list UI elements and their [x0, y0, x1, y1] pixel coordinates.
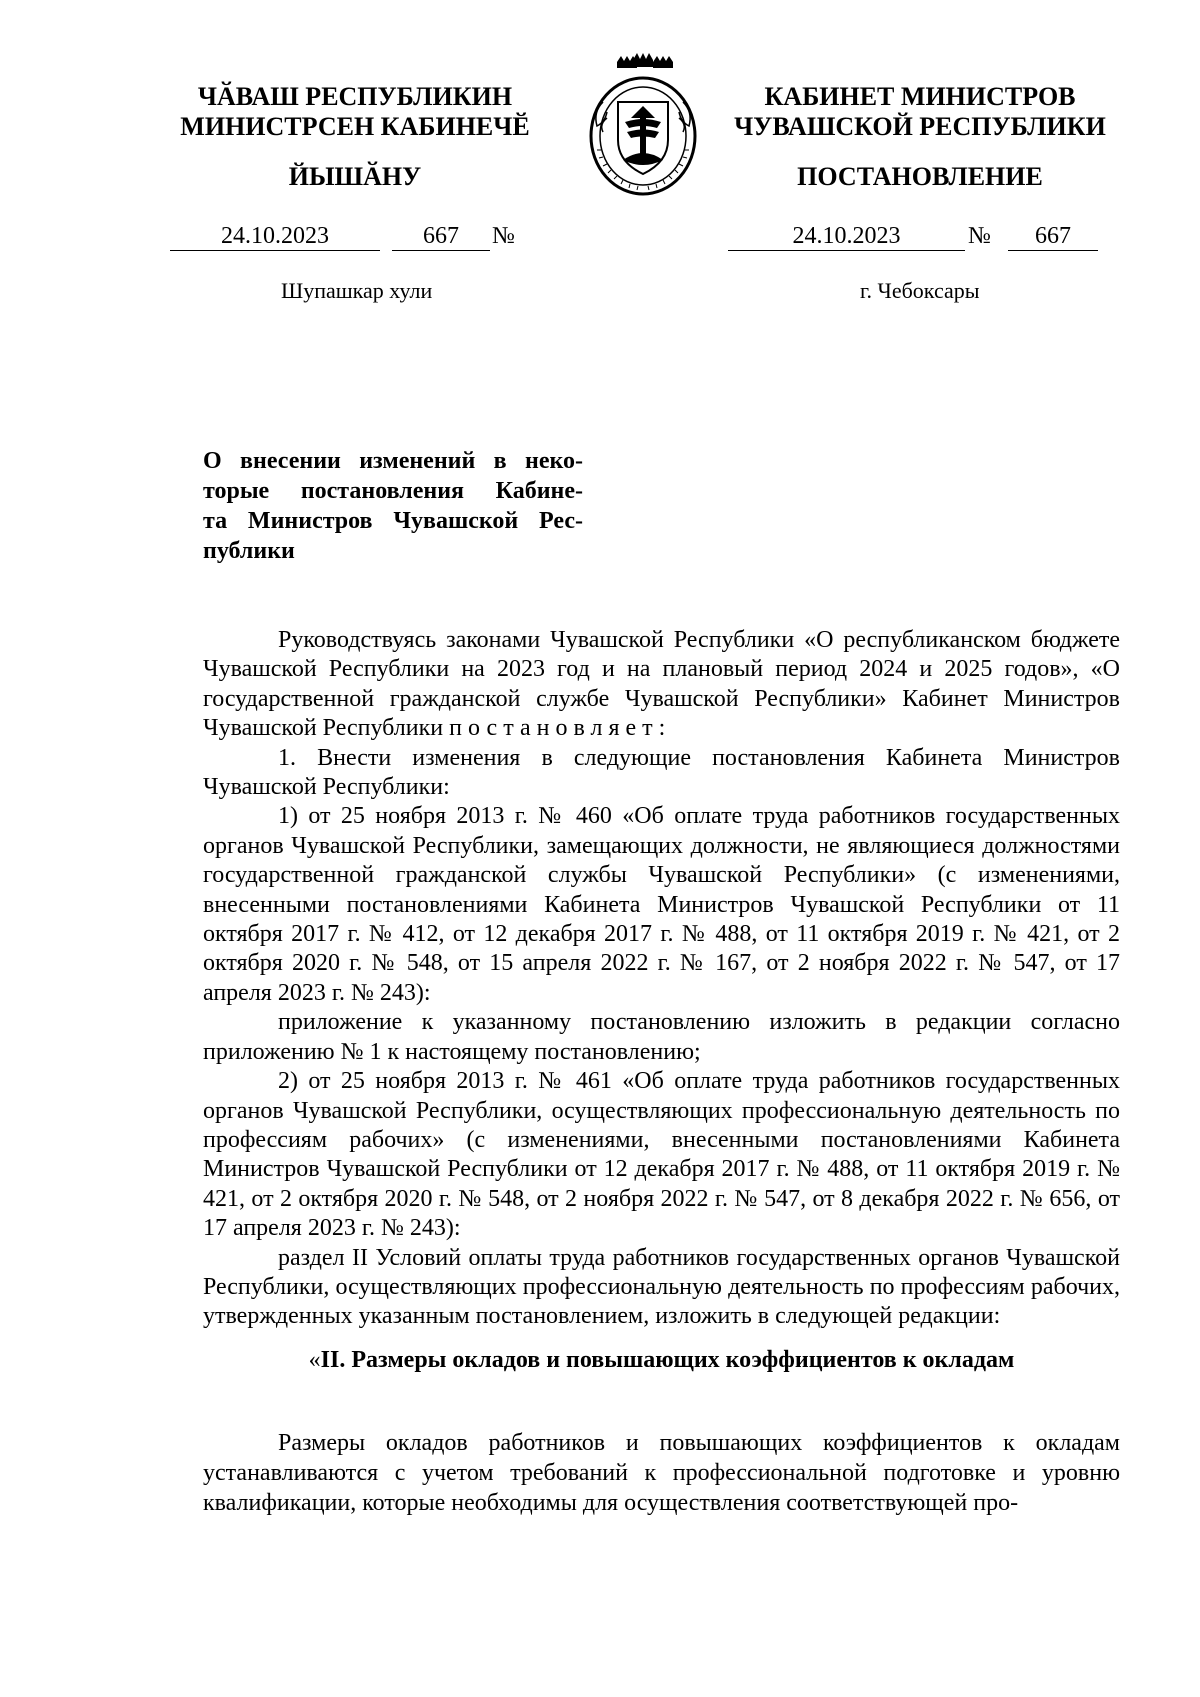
right-date-field: 24.10.2023: [728, 222, 965, 251]
coat-of-arms-emblem: [573, 52, 713, 202]
body-preamble: Руководствуясь законами Чувашской Республики «О республиканском бюджете Чувашской Республики на 2023 год и на плановый период 2024 и 2025 годов», «О государственной гражданской службе Чувашской Республики» Кабинет Министров Чувашской Республики: [203, 627, 1120, 742]
header-right-line2: ЧУВАШСКОЙ РЕСПУБЛИКИ: [734, 112, 1106, 141]
body-paragraph: Размеры окладов работников и повышающих коэффициентов к окладам устанавливаются с учетом требований к профессиональной подготовке и уровню квалификации, которые необходимы для осуществления соответствующей про-: [203, 1430, 1120, 1516]
document-title: [203, 446, 583, 566]
right-number-field: 667: [1008, 222, 1098, 251]
left-number-sign: №: [492, 223, 515, 249]
body-paragraph: приложение к указанному постановлению изложить в редакции согласно приложению № 1 к настоящему постановлению;: [203, 1009, 1120, 1065]
left-date-number-line: [170, 222, 540, 252]
body-paragraph: 1) от 25 ноября 2013 г. № 460 «Об оплате труда работников государственных органов Чувашской Республики, замещающих должности, не являющиеся должностями государственной гражданской службы Чувашской Республики» (с изменениями, внесенными постановлениями Кабинета Министров Чувашской Республики от 11 октября 2017 г. № 412, от 12 декабря 2017 г. № 488, от 11 октября 2019 г. № 421, от 2 октября 2020 г. № 548, от 15 апреля 2022 г. № 167, от 2 ноября 2022 г. № 547, от 17 апреля 2023 г. № 243):: [203, 803, 1120, 1006]
left-number-field: 667: [392, 222, 490, 251]
title-line: торые постановления Кабине-: [203, 478, 583, 504]
title-line: О внесении изменений в неко-: [203, 448, 583, 474]
right-number-sign: №: [968, 223, 991, 249]
header-left-line1: ЧӐВАШ РЕСПУБЛИКИН: [197, 82, 513, 111]
header-left: [170, 82, 540, 142]
body-decree-word: постановляет:: [449, 715, 672, 742]
left-date-field: 24.10.2023: [170, 222, 380, 251]
header-left-doctype: ЙЫШӐНУ: [288, 162, 422, 191]
body-paragraph: раздел II Условий оплаты труда работников государственных органов Чувашской Республики, осуществляющих профессиональную деятельность по профессиям рабочих, утвержденных указанным постановлением, изложить в следующей редакции:: [203, 1244, 1120, 1330]
document-body: [203, 626, 1120, 1332]
right-date-number-line: [728, 222, 1128, 252]
header-right-doctype: ПОСТАНОВЛЕНИЕ: [797, 162, 1043, 191]
title-line: публики: [203, 538, 295, 564]
section-body: [203, 1428, 1120, 1518]
header-left-line2: МИНИСТРСЕН КАБИНЕЧӖ: [180, 112, 530, 141]
left-place: Шупашкар хули: [281, 278, 433, 303]
body-paragraph: 2) от 25 ноября 2013 г. № 461 «Об оплате труда работников государственных органов Чувашской Республики, осуществляющих профессиональную деятельность по профессиям рабочих» (с изменениями, внесенными постановлениями Кабинета Министров Чувашской Республики от 12 декабря 2017 г. № 488, от 11 октября 2019 г. № 421, от 2 октября 2020 г. № 548, от 2 ноября 2022 г. № 547, от 8 декабря 2022 г. № 656, от 17 апреля 2023 г. № 243):: [203, 1068, 1120, 1242]
section-heading-text: II. Размеры окладов и повышающих коэффициентов к окладам: [320, 1347, 1015, 1373]
title-line: та Министров Чувашской Рес-: [203, 508, 583, 534]
header-right-line1: КАБИНЕТ МИНИСТРОВ: [764, 82, 1076, 111]
section-quote: «: [308, 1347, 321, 1373]
right-place: г. Чебоксары: [860, 278, 980, 303]
section-heading: [203, 1347, 1120, 1374]
header-right: [720, 82, 1120, 142]
body-paragraph: [203, 626, 1120, 744]
body-paragraph: 1. Внести изменения в следующие постановления Кабинета Министров Чувашской Республики:: [203, 744, 1120, 801]
